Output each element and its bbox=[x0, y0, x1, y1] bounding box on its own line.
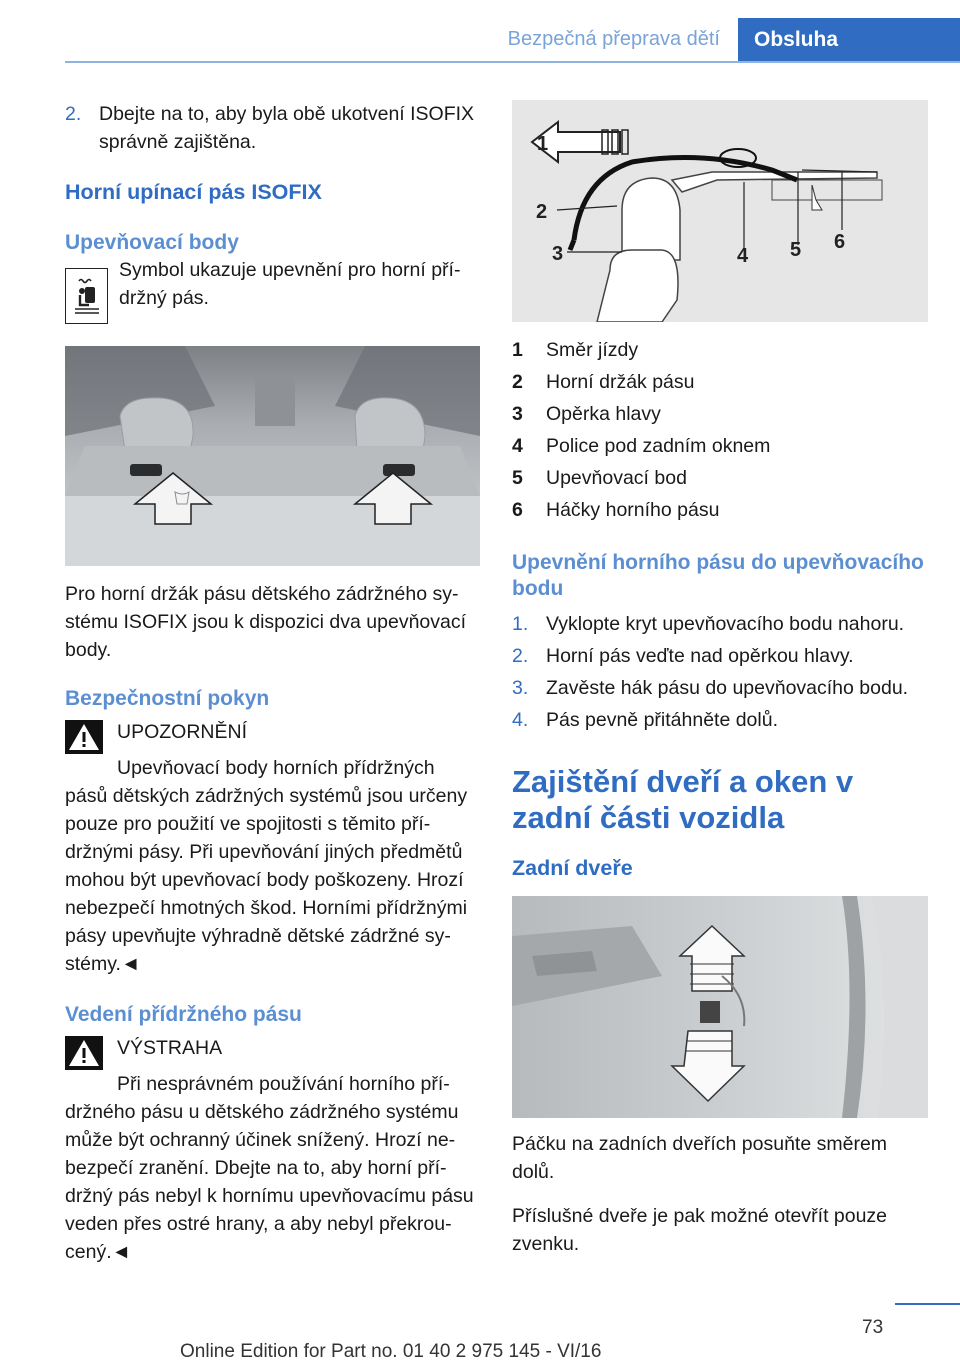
callout-1: 1 bbox=[537, 133, 549, 155]
legend-text: Háčky horního pásu bbox=[546, 499, 720, 521]
legend-number: 1 bbox=[512, 339, 523, 361]
legend-item bbox=[512, 432, 928, 460]
rear-door-text-1: Páčku na zadních dveřích posuňte směrem dolů. bbox=[512, 1133, 888, 1183]
warning-triangle-icon bbox=[65, 1036, 103, 1070]
symbol-description: Symbol ukazuje upevnění pro horní pří‐držný pás. bbox=[119, 259, 461, 309]
callout-3: 3 bbox=[552, 243, 564, 265]
step-text: Pás pevně přitáhněte dolů. bbox=[546, 709, 779, 731]
symbol-row bbox=[65, 256, 480, 324]
legend-item bbox=[512, 464, 928, 492]
legend-text: Police pod zadním oknem bbox=[546, 435, 771, 457]
step-number: 3. bbox=[512, 677, 529, 699]
step-text: Dbejte na to, aby byla obě ukotvení ISOFIX správně zajištěna. bbox=[99, 103, 475, 153]
legend-item bbox=[512, 336, 928, 364]
callout-4: 4 bbox=[737, 245, 749, 267]
caution-label: UPOZORNĚNÍ bbox=[117, 721, 248, 743]
step-number: 1. bbox=[512, 613, 529, 635]
heading-belt-routing: Vedení přídržného pásu bbox=[65, 1003, 302, 1026]
step-item bbox=[512, 642, 928, 670]
callout-2: 2 bbox=[536, 201, 548, 223]
heading-top-tether: Horní upínací pás ISOFIX bbox=[65, 180, 322, 204]
step-item bbox=[512, 706, 928, 734]
legend-item bbox=[512, 368, 928, 396]
callout-5: 5 bbox=[790, 239, 802, 261]
left-column bbox=[65, 100, 480, 1266]
legend-text: Horní držák pásu bbox=[546, 371, 695, 393]
footer-edition: Online Edition for Part no. 01 40 2 975 145 - VI/16 bbox=[180, 1341, 602, 1362]
warning-label: VÝSTRAHA bbox=[117, 1037, 223, 1059]
header-rule bbox=[65, 61, 960, 63]
isofix-tether-symbol-icon bbox=[65, 268, 108, 324]
page-number: 73 bbox=[862, 1317, 884, 1338]
running-header-section: Bezpečná přeprava dětí bbox=[507, 28, 720, 50]
heading-attach-tether: Upevnění horního pásu do upevňovacího bodu bbox=[512, 551, 924, 600]
step-text: Horní pás veďte nad opěrkou hlavy. bbox=[546, 645, 854, 667]
right-column bbox=[512, 100, 928, 1258]
step-item bbox=[512, 674, 928, 702]
heading-safety: Bezpečnostní pokyn bbox=[65, 687, 270, 710]
heading-rear-locks: Zajištění dveří a oken v zadní části vozidla bbox=[512, 764, 854, 835]
legend-item bbox=[512, 400, 928, 428]
attach-steps bbox=[512, 610, 928, 734]
step-number: 2. bbox=[65, 103, 82, 125]
legend-text: Směr jízdy bbox=[546, 339, 639, 361]
legend-item bbox=[512, 496, 928, 524]
caution-text: Upevňovací body horních přídržných pásů dětských zádržných systémů jsou určeny pouze pro použití ve spojitosti s těmito pří‐držnými pásy. Při upevňování jiných předmětů mohou být upevňovací body poškozeny. Hrozí nebezpečí hmotných škod. Horními přídržnými pásy upevňujte výhradně dětské zádržné sy‐stémy.◄ bbox=[65, 757, 468, 975]
tether-routing-diagram bbox=[512, 100, 928, 322]
heading-anchor-points: Upevňovací body bbox=[65, 231, 239, 254]
warning-block bbox=[65, 1034, 480, 1070]
step-text: Zavěste hák pásu do upevňovacího bodu. bbox=[546, 677, 909, 699]
legend-number: 3 bbox=[512, 403, 523, 425]
caution-block bbox=[65, 718, 480, 754]
legend-number: 2 bbox=[512, 371, 523, 393]
step-number: 2. bbox=[512, 645, 529, 667]
photo-caption: Pro horní držák pásu dětského zádržného sy‐stému ISOFIX jsou k dispozici dva upevňovací body. bbox=[65, 583, 467, 661]
step-item bbox=[65, 100, 480, 156]
legend-text: Opěrka hlavy bbox=[546, 403, 661, 425]
step-text: Vyklopte kryt upevňovacího bodu nahoru. bbox=[546, 613, 905, 635]
step-number: 4. bbox=[512, 709, 529, 731]
footer-rule bbox=[895, 1303, 960, 1305]
warning-triangle-icon bbox=[65, 720, 103, 754]
diagram-legend bbox=[512, 336, 928, 524]
running-header-tab: Obsluha bbox=[738, 18, 960, 63]
legend-number: 4 bbox=[512, 435, 523, 457]
heading-rear-doors: Zadní dveře bbox=[512, 856, 633, 880]
legend-number: 6 bbox=[512, 499, 523, 521]
warning-text: Při nesprávném používání horního pří‐držného pásu u dětského zádržného systému může být ochranný účinek snížený. Hrozí ne‐bezpečí zranění. Dbejte na to, aby horní pří‐držný pás nebyl k hornímu upevňovacímu pásu veden přes ostré hrany, a aby nebyl překrou‐cený.◄ bbox=[65, 1073, 474, 1263]
legend-text: Upevňovací bod bbox=[546, 467, 687, 489]
rear-shelf-photo bbox=[65, 346, 480, 566]
callout-6: 6 bbox=[834, 231, 846, 253]
rear-door-photo bbox=[512, 896, 928, 1118]
step-item bbox=[512, 610, 928, 638]
legend-number: 5 bbox=[512, 467, 523, 489]
rear-door-text-2: Příslušné dveře je pak možné otevřít pouze zvenku. bbox=[512, 1205, 888, 1255]
